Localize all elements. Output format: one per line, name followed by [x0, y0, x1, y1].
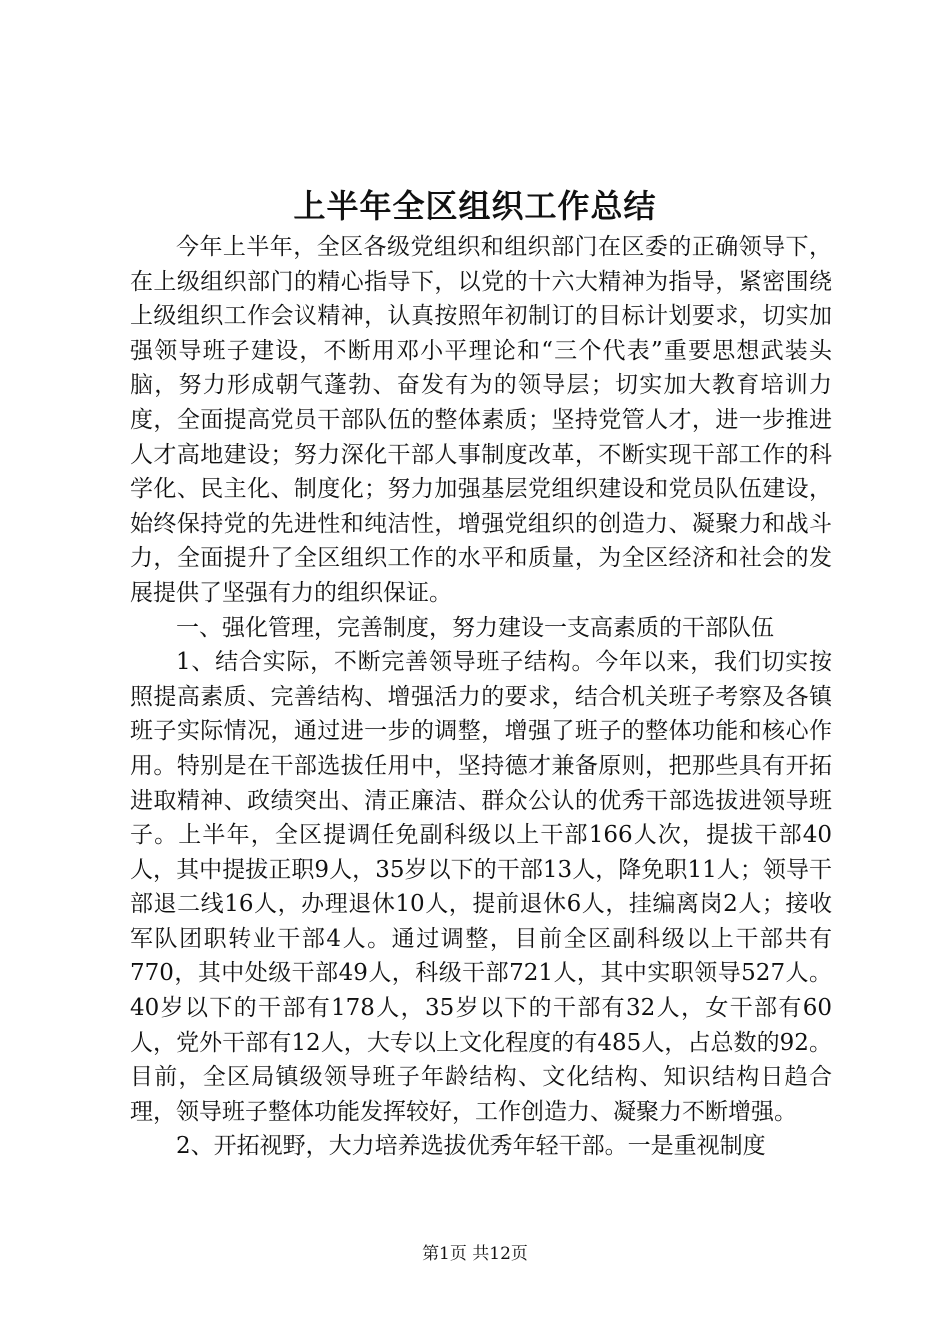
paragraph-section-heading: 一、强化管理，完善制度，努力建设一支高素质的干部队伍 [176, 614, 774, 641]
paragraph-item-2: 2、开拓视野，大力培养选拔优秀年轻干部。一是重视制度 [176, 1133, 766, 1160]
document-title: 上半年全区组织工作总结 [293, 187, 657, 225]
paragraph-intro: 今年上半年，全区各级党组织和组织部门在区委的正确领导下，在上级组织部门的精心指导下，以党的十六大精神为指导，紧密围绕上级组织工作会议精神，认真按照年初制订的目标计划要求，切实加强领导班子建设，不断用邓小平理论和“三个代表”重要思想武装头脑，努力形成朝气蓬勃、奋发有为的领导层；切实加大教育培训力度，全面提高党员干部队伍的整体素质；坚持党管人才，进一步推进人才高地建设；努力深化干部人事制度改革，不断实现干部工作的科学化、民主化、制度化；努力加强基层党组织建设和党员队伍建设，始终保持党的先进性和纯洁性，增强党组织的创造力、凝聚力和战斗力，全面提升了全区组织工作的水平和质量，为全区经济和社会的发展提供了坚强有力的组织保证。 [130, 234, 832, 606]
page-footer: 第1页 共12页 [422, 1244, 528, 1264]
paragraph-item-1: 1、结合实际，不断完善领导班子结构。今年以来，我们切实按照提高素质、完善结构、增强活力的要求，结合机关班子考察及各镇班子实际情况，通过进一步的调整，增强了班子的整体功能和核心作用。特别是在干部选拔任用中，坚持德才兼备原则，把那些具有开拓进取精神、政绩突出、清正廉洁、群众公认的优秀干部选拔进领导班子。上半年，全区提调任免副科级以上干部166人次，提拔干部40人，其中提拔正职9人，35岁以下的干部13人，降免职11人；领导干部退二线16人，办理退休10人，提前退休6人，挂编离岗2人；接收军队团职转业干部4人。通过调整，目前全区副科级以上干部共有770，其中处级干部49人，科级干部721人，其中实职领导527人。40岁以下的干部有178人，35岁以下的干部有32人，女干部有60人，党外干部有12人，大专以上文化程度的有485人，占总数的92。目前，全区局镇级领导班子年龄结构、文化结构、知识结构日趋合理，领导班子整体功能发挥较好，工作创造力、凝聚力不断增强。 [130, 649, 832, 1125]
document-body [130, 230, 832, 1164]
